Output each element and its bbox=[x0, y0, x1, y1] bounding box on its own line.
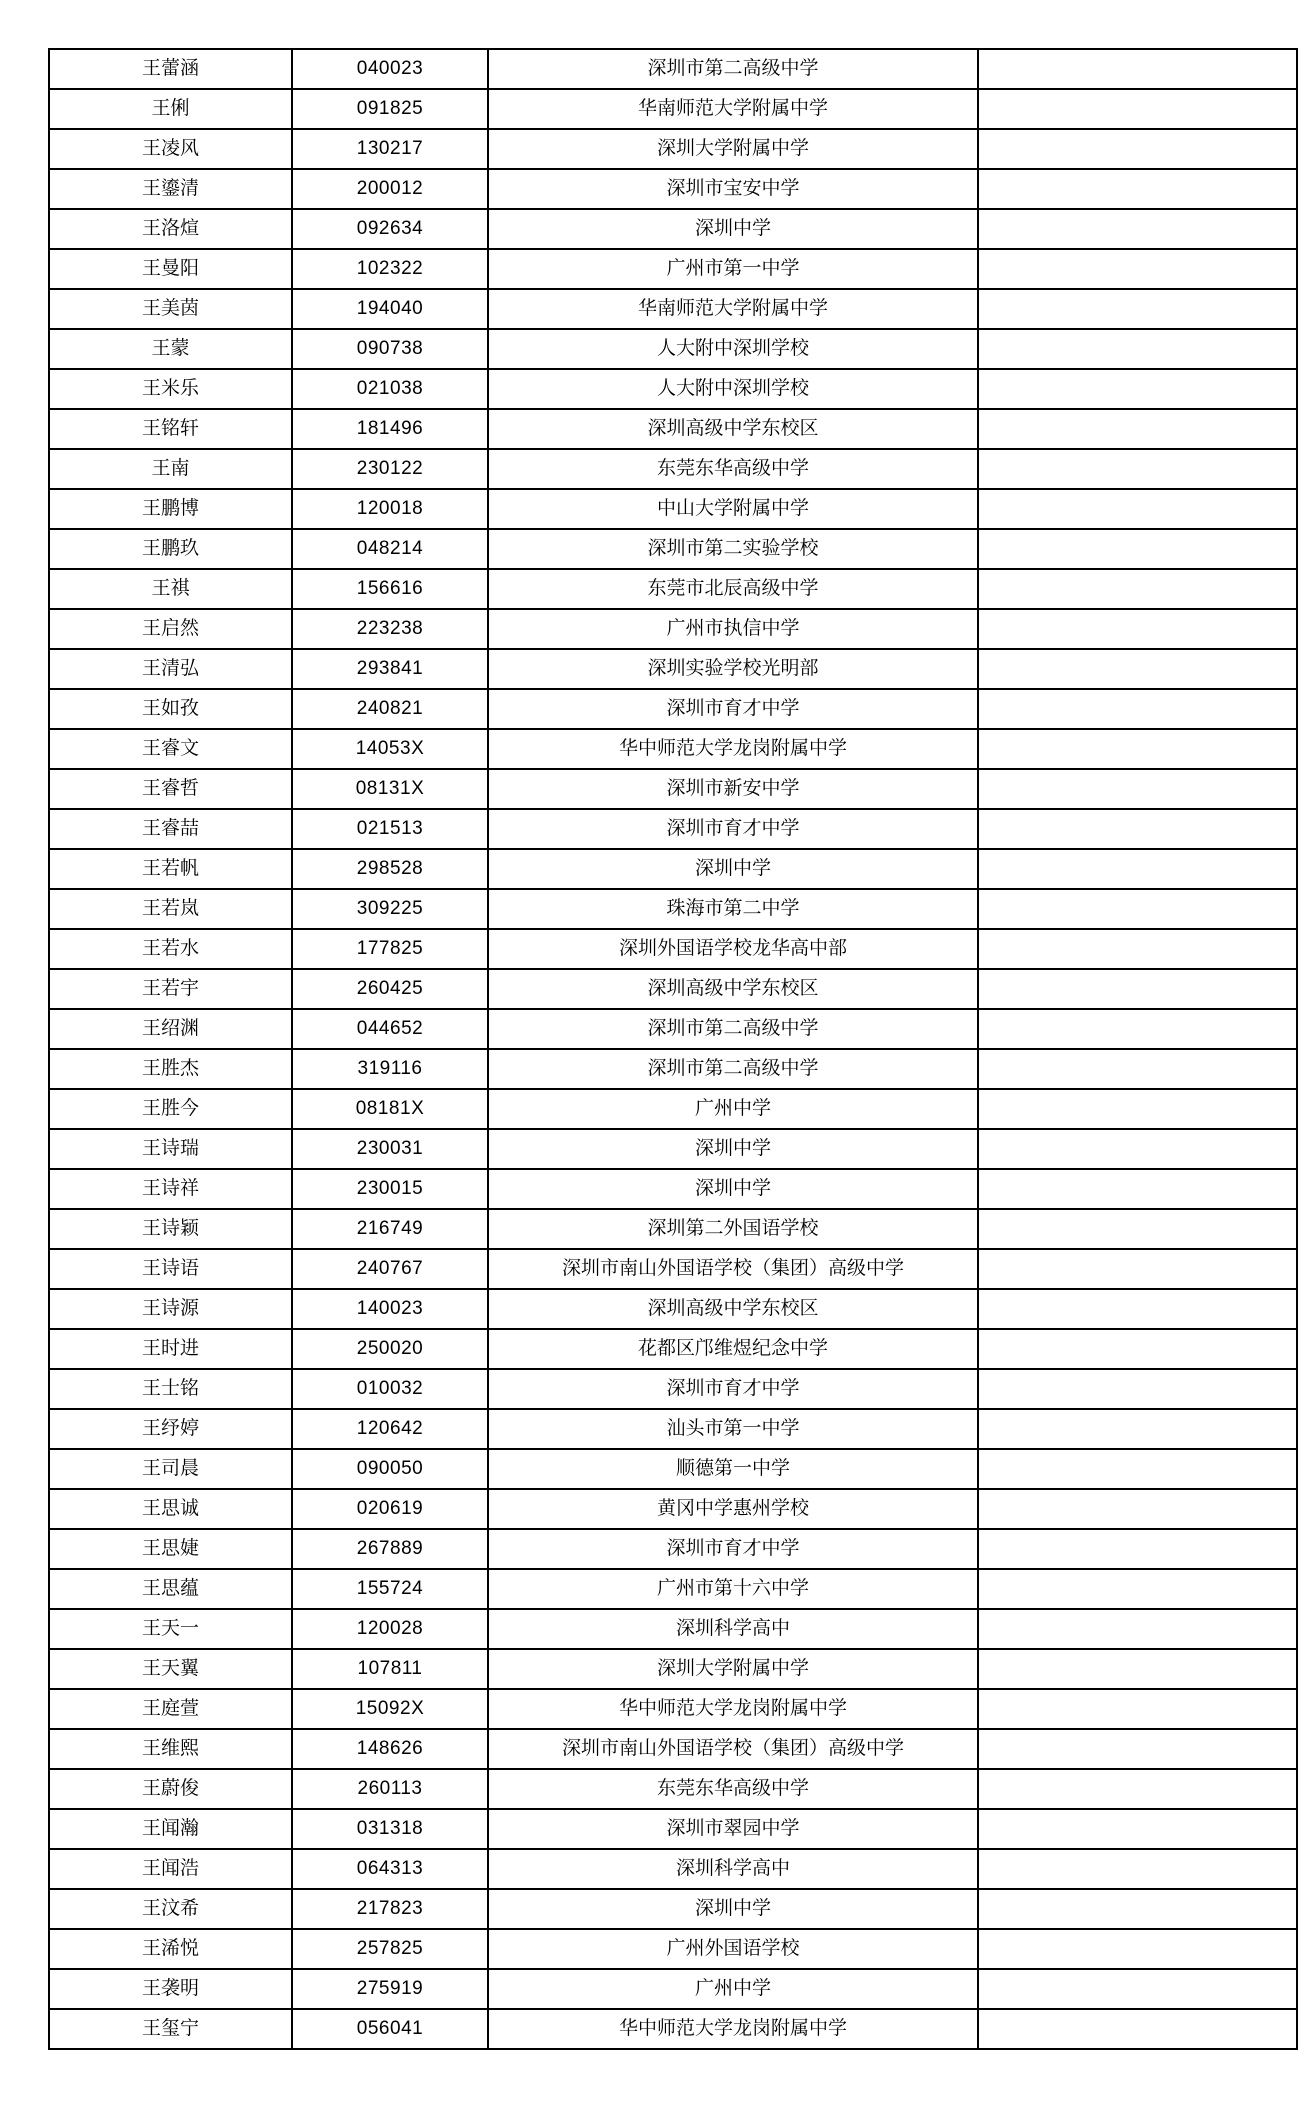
cell-student-id: 092634 bbox=[292, 209, 488, 249]
cell-empty bbox=[978, 449, 1297, 489]
cell-student-name: 王米乐 bbox=[49, 369, 292, 409]
cell-school-name: 深圳高级中学东校区 bbox=[488, 1289, 978, 1329]
table-row bbox=[49, 209, 1297, 249]
cell-student-name: 王启然 bbox=[49, 609, 292, 649]
table-row bbox=[49, 1529, 1297, 1569]
cell-student-name: 王睿喆 bbox=[49, 809, 292, 849]
cell-student-name: 王鹏玖 bbox=[49, 529, 292, 569]
cell-empty bbox=[978, 1609, 1297, 1649]
cell-empty bbox=[978, 569, 1297, 609]
cell-empty bbox=[978, 1489, 1297, 1529]
cell-school-name: 人大附中深圳学校 bbox=[488, 329, 978, 369]
cell-empty bbox=[978, 89, 1297, 129]
cell-student-name: 王诗颖 bbox=[49, 1209, 292, 1249]
cell-empty bbox=[978, 1369, 1297, 1409]
table-row bbox=[49, 1009, 1297, 1049]
table-row bbox=[49, 569, 1297, 609]
cell-empty bbox=[978, 649, 1297, 689]
cell-school-name: 中山大学附属中学 bbox=[488, 489, 978, 529]
cell-student-id: 240767 bbox=[292, 1249, 488, 1289]
cell-student-name: 王祺 bbox=[49, 569, 292, 609]
cell-student-name: 王如孜 bbox=[49, 689, 292, 729]
table-row bbox=[49, 1849, 1297, 1889]
table-row bbox=[49, 689, 1297, 729]
cell-student-id: 148626 bbox=[292, 1729, 488, 1769]
table-row bbox=[49, 1329, 1297, 1369]
cell-student-id: 120028 bbox=[292, 1609, 488, 1649]
cell-student-id: 216749 bbox=[292, 1209, 488, 1249]
cell-school-name: 深圳市第二实验学校 bbox=[488, 529, 978, 569]
cell-empty bbox=[978, 1409, 1297, 1449]
table-row bbox=[49, 1089, 1297, 1129]
table-row bbox=[49, 129, 1297, 169]
table-row bbox=[49, 1769, 1297, 1809]
cell-school-name: 人大附中深圳学校 bbox=[488, 369, 978, 409]
cell-student-name: 王鎏清 bbox=[49, 169, 292, 209]
cell-empty bbox=[978, 1129, 1297, 1169]
cell-student-name: 王俐 bbox=[49, 89, 292, 129]
cell-school-name: 华中师范大学龙岗附属中学 bbox=[488, 729, 978, 769]
cell-student-name: 王诗源 bbox=[49, 1289, 292, 1329]
cell-student-id: 240821 bbox=[292, 689, 488, 729]
cell-school-name: 深圳市第二高级中学 bbox=[488, 49, 978, 89]
cell-empty bbox=[978, 1449, 1297, 1489]
table-row bbox=[49, 1609, 1297, 1649]
table-row bbox=[49, 1729, 1297, 1769]
table-row bbox=[49, 1209, 1297, 1249]
table-row bbox=[49, 1369, 1297, 1409]
cell-student-id: 107811 bbox=[292, 1649, 488, 1689]
table-row bbox=[49, 1289, 1297, 1329]
cell-student-name: 王洛煊 bbox=[49, 209, 292, 249]
table-row bbox=[49, 1889, 1297, 1929]
cell-empty bbox=[978, 1729, 1297, 1769]
cell-student-name: 王凌风 bbox=[49, 129, 292, 169]
cell-student-id: 309225 bbox=[292, 889, 488, 929]
cell-school-name: 珠海市第二中学 bbox=[488, 889, 978, 929]
cell-empty bbox=[978, 249, 1297, 289]
table-row bbox=[49, 969, 1297, 1009]
cell-student-id: 319116 bbox=[292, 1049, 488, 1089]
roster-table bbox=[48, 48, 1298, 2050]
cell-school-name: 华中师范大学龙岗附属中学 bbox=[488, 1689, 978, 1729]
table-row bbox=[49, 649, 1297, 689]
cell-student-name: 王玺宁 bbox=[49, 2009, 292, 2049]
cell-student-id: 267889 bbox=[292, 1529, 488, 1569]
cell-student-id: 230031 bbox=[292, 1129, 488, 1169]
cell-student-id: 120018 bbox=[292, 489, 488, 529]
cell-school-name: 深圳市新安中学 bbox=[488, 769, 978, 809]
table-row bbox=[49, 609, 1297, 649]
cell-student-name: 王蔚俊 bbox=[49, 1769, 292, 1809]
cell-empty bbox=[978, 289, 1297, 329]
cell-school-name: 深圳高级中学东校区 bbox=[488, 409, 978, 449]
cell-student-id: 181496 bbox=[292, 409, 488, 449]
cell-empty bbox=[978, 169, 1297, 209]
table-row bbox=[49, 1449, 1297, 1489]
cell-empty bbox=[978, 1209, 1297, 1249]
cell-school-name: 深圳市南山外国语学校（集团）高级中学 bbox=[488, 1729, 978, 1769]
cell-school-name: 深圳市第二高级中学 bbox=[488, 1009, 978, 1049]
cell-school-name: 深圳高级中学东校区 bbox=[488, 969, 978, 1009]
cell-school-name: 广州外国语学校 bbox=[488, 1929, 978, 1969]
cell-student-name: 王思诚 bbox=[49, 1489, 292, 1529]
cell-school-name: 深圳大学附属中学 bbox=[488, 1649, 978, 1689]
cell-empty bbox=[978, 689, 1297, 729]
cell-student-id: 298528 bbox=[292, 849, 488, 889]
cell-school-name: 广州市第十六中学 bbox=[488, 1569, 978, 1609]
cell-student-id: 140023 bbox=[292, 1289, 488, 1329]
cell-empty bbox=[978, 1849, 1297, 1889]
table-row bbox=[49, 889, 1297, 929]
table-row bbox=[49, 849, 1297, 889]
cell-student-id: 260425 bbox=[292, 969, 488, 1009]
cell-student-name: 王士铭 bbox=[49, 1369, 292, 1409]
cell-student-id: 048214 bbox=[292, 529, 488, 569]
cell-school-name: 华南师范大学附属中学 bbox=[488, 289, 978, 329]
cell-student-id: 260113 bbox=[292, 1769, 488, 1809]
cell-school-name: 花都区邝维煜纪念中学 bbox=[488, 1329, 978, 1369]
cell-empty bbox=[978, 929, 1297, 969]
cell-empty bbox=[978, 489, 1297, 529]
cell-school-name: 深圳市宝安中学 bbox=[488, 169, 978, 209]
cell-student-name: 王诗语 bbox=[49, 1249, 292, 1289]
cell-student-id: 230015 bbox=[292, 1169, 488, 1209]
cell-student-name: 王若宇 bbox=[49, 969, 292, 1009]
cell-empty bbox=[978, 1769, 1297, 1809]
cell-school-name: 黄冈中学惠州学校 bbox=[488, 1489, 978, 1529]
cell-student-id: 200012 bbox=[292, 169, 488, 209]
cell-school-name: 广州中学 bbox=[488, 1089, 978, 1129]
table-row bbox=[49, 1049, 1297, 1089]
table-row bbox=[49, 1169, 1297, 1209]
cell-student-id: 194040 bbox=[292, 289, 488, 329]
cell-empty bbox=[978, 1569, 1297, 1609]
cell-student-name: 王思婕 bbox=[49, 1529, 292, 1569]
table-row bbox=[49, 1569, 1297, 1609]
table-row bbox=[49, 809, 1297, 849]
cell-student-id: 08131X bbox=[292, 769, 488, 809]
table-row bbox=[49, 249, 1297, 289]
cell-empty bbox=[978, 329, 1297, 369]
cell-student-name: 王曼阳 bbox=[49, 249, 292, 289]
cell-empty bbox=[978, 1649, 1297, 1689]
cell-student-name: 王闻瀚 bbox=[49, 1809, 292, 1849]
cell-student-name: 王蒙 bbox=[49, 329, 292, 369]
cell-school-name: 深圳市育才中学 bbox=[488, 809, 978, 849]
table-row bbox=[49, 769, 1297, 809]
cell-school-name: 深圳科学高中 bbox=[488, 1609, 978, 1649]
cell-school-name: 深圳大学附属中学 bbox=[488, 129, 978, 169]
cell-empty bbox=[978, 1289, 1297, 1329]
cell-student-id: 031318 bbox=[292, 1809, 488, 1849]
cell-student-id: 155724 bbox=[292, 1569, 488, 1609]
table-row bbox=[49, 1409, 1297, 1449]
cell-student-name: 王浠悦 bbox=[49, 1929, 292, 1969]
cell-student-name: 王庭萱 bbox=[49, 1689, 292, 1729]
cell-student-id: 217823 bbox=[292, 1889, 488, 1929]
cell-student-id: 177825 bbox=[292, 929, 488, 969]
cell-school-name: 广州中学 bbox=[488, 1969, 978, 2009]
cell-school-name: 深圳第二外国语学校 bbox=[488, 1209, 978, 1249]
cell-empty bbox=[978, 1529, 1297, 1569]
cell-empty bbox=[978, 1009, 1297, 1049]
cell-empty bbox=[978, 969, 1297, 1009]
cell-school-name: 深圳外国语学校龙华高中部 bbox=[488, 929, 978, 969]
cell-student-name: 王南 bbox=[49, 449, 292, 489]
table-row bbox=[49, 1489, 1297, 1529]
cell-empty bbox=[978, 1889, 1297, 1929]
cell-empty bbox=[978, 729, 1297, 769]
cell-student-name: 王闻浩 bbox=[49, 1849, 292, 1889]
cell-empty bbox=[978, 1169, 1297, 1209]
cell-empty bbox=[978, 1249, 1297, 1289]
cell-student-id: 056041 bbox=[292, 2009, 488, 2049]
cell-student-name: 王司晨 bbox=[49, 1449, 292, 1489]
cell-student-id: 156616 bbox=[292, 569, 488, 609]
cell-student-name: 王若水 bbox=[49, 929, 292, 969]
cell-student-name: 王若岚 bbox=[49, 889, 292, 929]
cell-school-name: 深圳中学 bbox=[488, 1129, 978, 1169]
table-row bbox=[49, 489, 1297, 529]
table-row bbox=[49, 729, 1297, 769]
cell-student-id: 090738 bbox=[292, 329, 488, 369]
cell-student-id: 044652 bbox=[292, 1009, 488, 1049]
cell-school-name: 深圳中学 bbox=[488, 209, 978, 249]
cell-empty bbox=[978, 609, 1297, 649]
cell-student-name: 王绍渊 bbox=[49, 1009, 292, 1049]
cell-student-name: 王鹏博 bbox=[49, 489, 292, 529]
cell-school-name: 华中师范大学龙岗附属中学 bbox=[488, 2009, 978, 2049]
cell-empty bbox=[978, 849, 1297, 889]
cell-school-name: 深圳中学 bbox=[488, 849, 978, 889]
table-row bbox=[49, 2009, 1297, 2049]
cell-school-name: 深圳科学高中 bbox=[488, 1849, 978, 1889]
cell-student-id: 130217 bbox=[292, 129, 488, 169]
cell-student-name: 王胜杰 bbox=[49, 1049, 292, 1089]
cell-student-name: 王美茵 bbox=[49, 289, 292, 329]
cell-empty bbox=[978, 1809, 1297, 1849]
cell-student-id: 091825 bbox=[292, 89, 488, 129]
table-row bbox=[49, 1129, 1297, 1169]
cell-student-id: 102322 bbox=[292, 249, 488, 289]
table-row bbox=[49, 1929, 1297, 1969]
cell-student-id: 250020 bbox=[292, 1329, 488, 1369]
cell-school-name: 深圳中学 bbox=[488, 1889, 978, 1929]
cell-student-id: 257825 bbox=[292, 1929, 488, 1969]
cell-student-id: 293841 bbox=[292, 649, 488, 689]
cell-empty bbox=[978, 769, 1297, 809]
cell-student-id: 275919 bbox=[292, 1969, 488, 2009]
cell-school-name: 深圳市育才中学 bbox=[488, 689, 978, 729]
cell-student-id: 040023 bbox=[292, 49, 488, 89]
cell-student-name: 王时进 bbox=[49, 1329, 292, 1369]
table-row bbox=[49, 1649, 1297, 1689]
cell-student-name: 王袭明 bbox=[49, 1969, 292, 2009]
cell-student-id: 010032 bbox=[292, 1369, 488, 1409]
cell-school-name: 深圳市翠园中学 bbox=[488, 1809, 978, 1849]
cell-empty bbox=[978, 2009, 1297, 2049]
table-row bbox=[49, 929, 1297, 969]
cell-student-name: 王若帆 bbox=[49, 849, 292, 889]
cell-student-name: 王蕾涵 bbox=[49, 49, 292, 89]
cell-school-name: 深圳市育才中学 bbox=[488, 1369, 978, 1409]
table-row bbox=[49, 49, 1297, 89]
cell-empty bbox=[978, 129, 1297, 169]
cell-student-name: 王天一 bbox=[49, 1609, 292, 1649]
cell-empty bbox=[978, 1969, 1297, 2009]
cell-student-name: 王清弘 bbox=[49, 649, 292, 689]
cell-student-id: 223238 bbox=[292, 609, 488, 649]
cell-empty bbox=[978, 1329, 1297, 1369]
cell-school-name: 东莞东华高级中学 bbox=[488, 449, 978, 489]
table-row bbox=[49, 89, 1297, 129]
table-row bbox=[49, 1809, 1297, 1849]
table-row bbox=[49, 329, 1297, 369]
cell-student-name: 王维熙 bbox=[49, 1729, 292, 1769]
table-row bbox=[49, 289, 1297, 329]
cell-empty bbox=[978, 889, 1297, 929]
cell-empty bbox=[978, 529, 1297, 569]
table-row bbox=[49, 1249, 1297, 1289]
cell-student-name: 王诗瑞 bbox=[49, 1129, 292, 1169]
cell-empty bbox=[978, 1049, 1297, 1089]
cell-student-name: 王诗祥 bbox=[49, 1169, 292, 1209]
cell-student-id: 230122 bbox=[292, 449, 488, 489]
table-row bbox=[49, 529, 1297, 569]
cell-empty bbox=[978, 409, 1297, 449]
cell-empty bbox=[978, 209, 1297, 249]
cell-school-name: 顺德第一中学 bbox=[488, 1449, 978, 1489]
cell-school-name: 广州市执信中学 bbox=[488, 609, 978, 649]
cell-student-id: 14053X bbox=[292, 729, 488, 769]
roster-body bbox=[49, 49, 1297, 2049]
cell-student-id: 020619 bbox=[292, 1489, 488, 1529]
cell-student-name: 王睿哲 bbox=[49, 769, 292, 809]
cell-school-name: 深圳市南山外国语学校（集团）高级中学 bbox=[488, 1249, 978, 1289]
cell-student-id: 120642 bbox=[292, 1409, 488, 1449]
cell-student-name: 王胜今 bbox=[49, 1089, 292, 1129]
cell-student-name: 王思蕴 bbox=[49, 1569, 292, 1609]
cell-empty bbox=[978, 1089, 1297, 1129]
cell-school-name: 深圳实验学校光明部 bbox=[488, 649, 978, 689]
cell-school-name: 广州市第一中学 bbox=[488, 249, 978, 289]
cell-student-id: 021513 bbox=[292, 809, 488, 849]
cell-empty bbox=[978, 809, 1297, 849]
cell-school-name: 东莞市北辰高级中学 bbox=[488, 569, 978, 609]
cell-student-id: 15092X bbox=[292, 1689, 488, 1729]
cell-student-name: 王天翼 bbox=[49, 1649, 292, 1689]
cell-empty bbox=[978, 1929, 1297, 1969]
cell-school-name: 深圳中学 bbox=[488, 1169, 978, 1209]
cell-school-name: 东莞东华高级中学 bbox=[488, 1769, 978, 1809]
cell-student-id: 064313 bbox=[292, 1849, 488, 1889]
table-row bbox=[49, 409, 1297, 449]
table-row bbox=[49, 1689, 1297, 1729]
table-row bbox=[49, 1969, 1297, 2009]
cell-school-name: 深圳市第二高级中学 bbox=[488, 1049, 978, 1089]
cell-school-name: 华南师范大学附属中学 bbox=[488, 89, 978, 129]
cell-empty bbox=[978, 1689, 1297, 1729]
cell-student-name: 王纾婷 bbox=[49, 1409, 292, 1449]
cell-school-name: 深圳市育才中学 bbox=[488, 1529, 978, 1569]
table-row bbox=[49, 449, 1297, 489]
table-row bbox=[49, 169, 1297, 209]
cell-student-id: 08181X bbox=[292, 1089, 488, 1129]
cell-empty bbox=[978, 49, 1297, 89]
cell-student-name: 王汶希 bbox=[49, 1889, 292, 1929]
table-row bbox=[49, 369, 1297, 409]
cell-school-name: 汕头市第一中学 bbox=[488, 1409, 978, 1449]
cell-student-name: 王睿文 bbox=[49, 729, 292, 769]
cell-empty bbox=[978, 369, 1297, 409]
cell-student-id: 021038 bbox=[292, 369, 488, 409]
cell-student-id: 090050 bbox=[292, 1449, 488, 1489]
cell-student-name: 王铭轩 bbox=[49, 409, 292, 449]
